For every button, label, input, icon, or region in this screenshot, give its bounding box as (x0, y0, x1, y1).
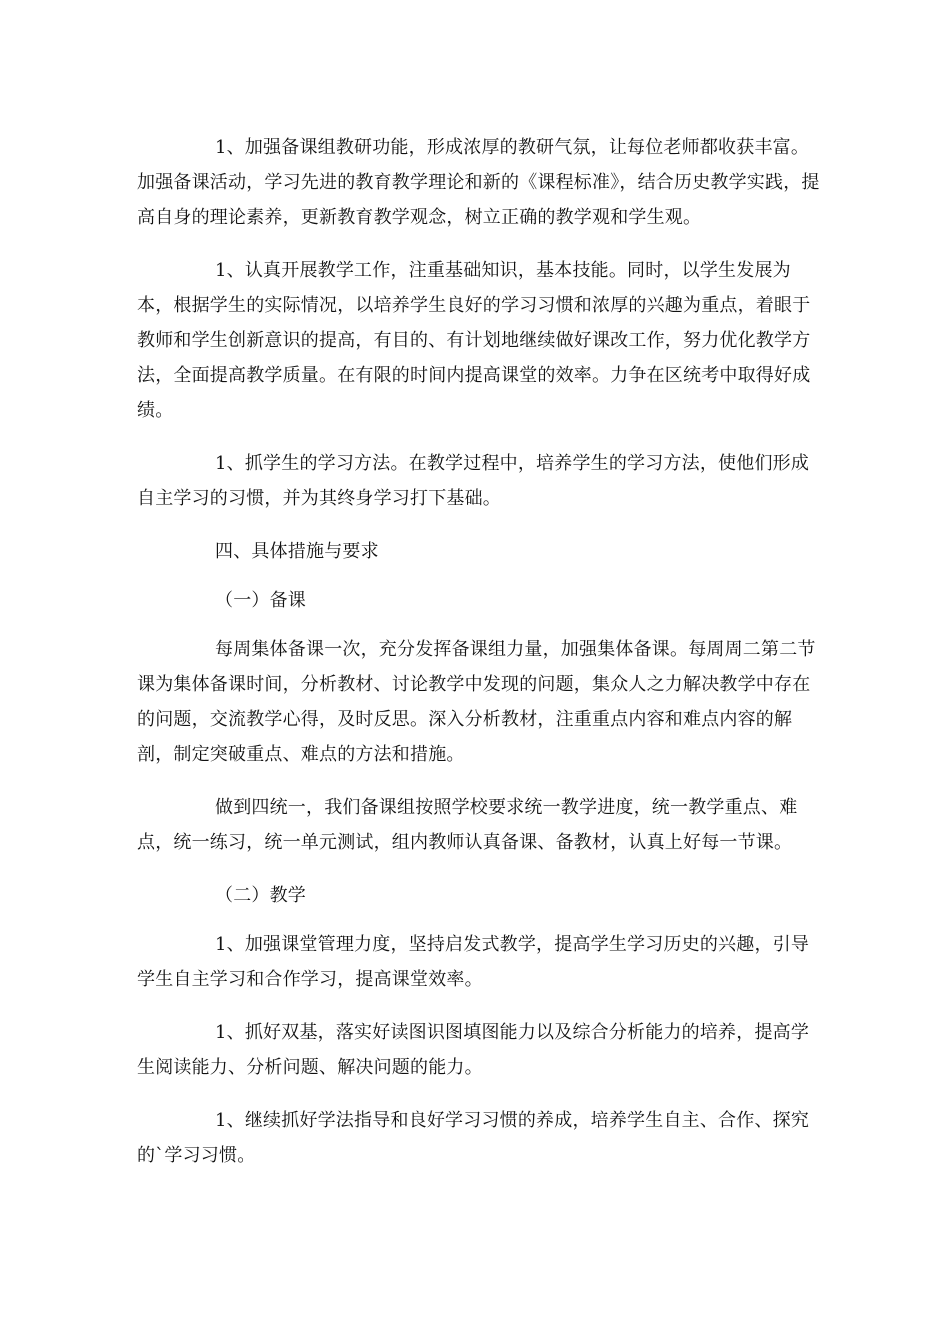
paragraph-classroom-management: 1、加强课堂管理力度，坚持启发式教学，提高学生学习历史的兴趣，引导学生自主学习和合作学习，提高课堂效率。 (137, 934, 810, 990)
paragraph-four-unifications: 做到四统一，我们备课组按照学校要求统一教学进度，统一教学重点、难点，统一练习，统一单元测试，组内教师认真备课、备教材，认真上好每一节课。 (137, 797, 798, 853)
paragraph-learning-methods: 1、抓学生的学习方法。在教学过程中，培养学生的学习方法，使他们形成自主学习的习惯，并为其终身学习打下基础。 (137, 453, 810, 509)
paragraph-teaching-work: 1、认真开展教学工作，注重基础知识，基本技能。同时，以学生发展为本，根据学生的实际情况，以培养学生良好的学习习惯和浓厚的兴趣为重点，着眼于教师和学生创新意识的提高，有目的、有计划地继续做好课改工作，努力优化教学方法，全面提高教学质量。在有限的时间内提高课堂的效率。力争在区统考中取得好成绩。 (137, 260, 811, 421)
paragraph-weekly-prep: 每周集体备课一次，充分发挥备课组力量，加强集体备课。每周周二第二节课为集体备课时间，分析教材、讨论教学中发现的问题，集众人之力解决教学中存在的问题，交流教学心得，及时反思。深入分析教材，注重重点内容和难点内容的解剖，制定突破重点、难点的方法和措施。 (137, 639, 816, 765)
section-heading-measures: 四、具体措施与要求 (215, 541, 379, 562)
paragraph-double-basics: 1、抓好双基，落实好读图识图填图能力以及综合分析能力的培养，提高学生阅读能力、分析问题、解决问题的能力。 (137, 1022, 810, 1078)
paragraph-study-habits: 1、继续抓好学法指导和良好学习习惯的养成，培养学生自主、合作、探究的`学习习惯。 (137, 1110, 810, 1166)
subheading-lesson-prep: （一）备课 (215, 590, 306, 611)
document-body (137, 130, 822, 1191)
subheading-teaching: （二）教学 (215, 885, 306, 906)
paragraph-strengthen-research: 1、加强备课组教研功能，形成浓厚的教研气氛，让每位老师都收获丰富。加强备课活动，学习先进的教育教学理论和新的《课程标准》，结合历史教学实践，提高自身的理论素养，更新教育教学观念，树立正确的教学观和学生观。 (137, 137, 820, 228)
